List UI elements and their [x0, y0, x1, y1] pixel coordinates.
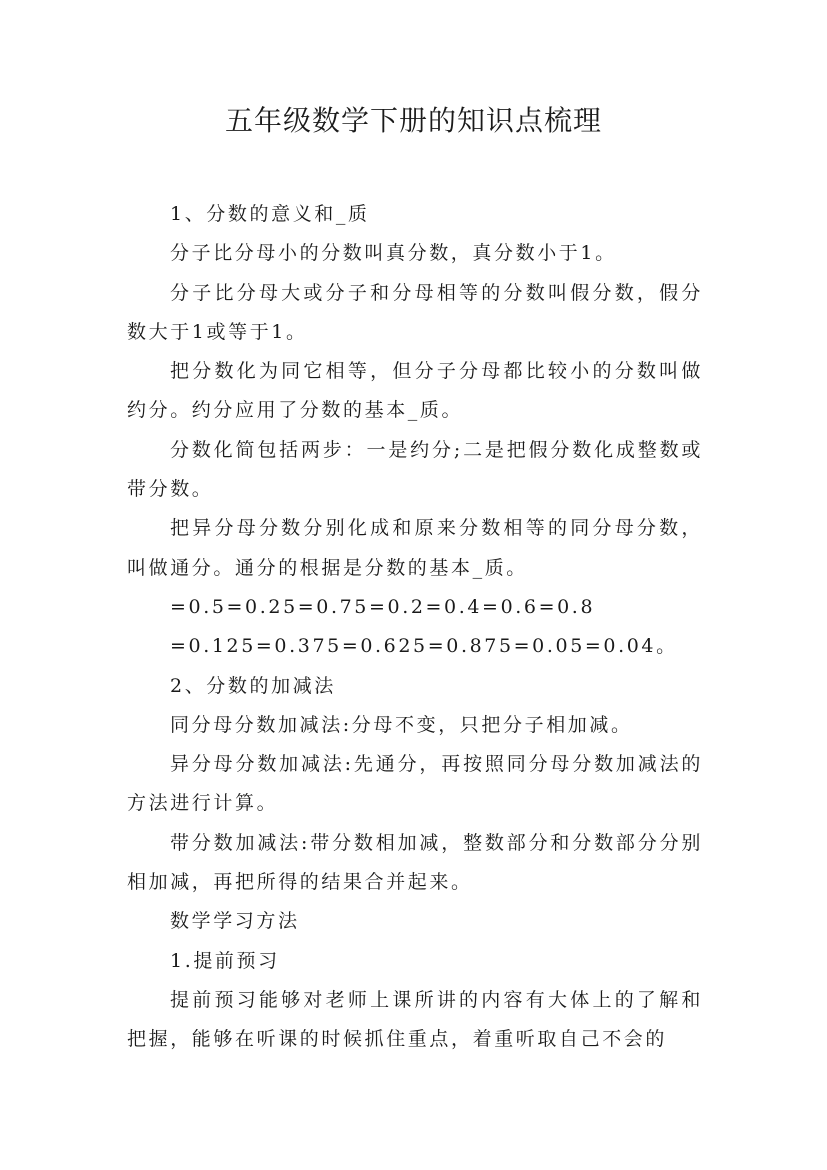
- equation-line: =0.5=0.25=0.75=0.2=0.4=0.6=0.8: [170, 595, 596, 618]
- section-heading: 2、分数的加减法: [170, 674, 336, 697]
- subsection-heading: 1.提前预习: [170, 949, 280, 972]
- paragraph: 分子比分母大或分子和分母相等的分数叫假分数，假分数大于1或等于1。: [127, 281, 703, 343]
- section-heading: 数学学习方法: [170, 910, 300, 933]
- equation-line: =0.125=0.375=0.625=0.875=0.05=0.04。: [170, 635, 678, 658]
- paragraph: 把分数化为同它相等，但分子分母都比较小的分数叫做约分。约分应用了分数的基本_质。: [127, 360, 703, 422]
- document-title: 五年级数学下册的知识点梳理: [224, 104, 602, 137]
- paragraph: 异分母分数加减法:先通分，再按照同分母分数加减法的方法进行计算。: [127, 753, 703, 815]
- document-body: [127, 195, 703, 1060]
- paragraph: 同分母分数加减法:分母不变，只把分子相加减。: [170, 713, 633, 736]
- paragraph: 带分数加减法:带分数相加减，整数部分和分数部分分别相加减，再把所得的结果合并起来。: [127, 831, 703, 894]
- section-heading: 1、分数的意义和_质: [170, 203, 370, 225]
- paragraph: 分子比分母小的分数叫真分数，真分数小于1。: [170, 242, 617, 265]
- paragraph: 分数化简包括两步：一是约分;二是把假分数化成整数或带分数。: [127, 438, 703, 501]
- paragraph: 提前预习能够对老师上课所讲的内容有大体上的了解和把握，能够在听课的时候抓住重点，着重听取自己不会的: [127, 988, 703, 1051]
- paragraph: 把异分母分数分别化成和原来分数相等的同分母分数，叫做通分。通分的根据是分数的基本_质。: [127, 517, 703, 579]
